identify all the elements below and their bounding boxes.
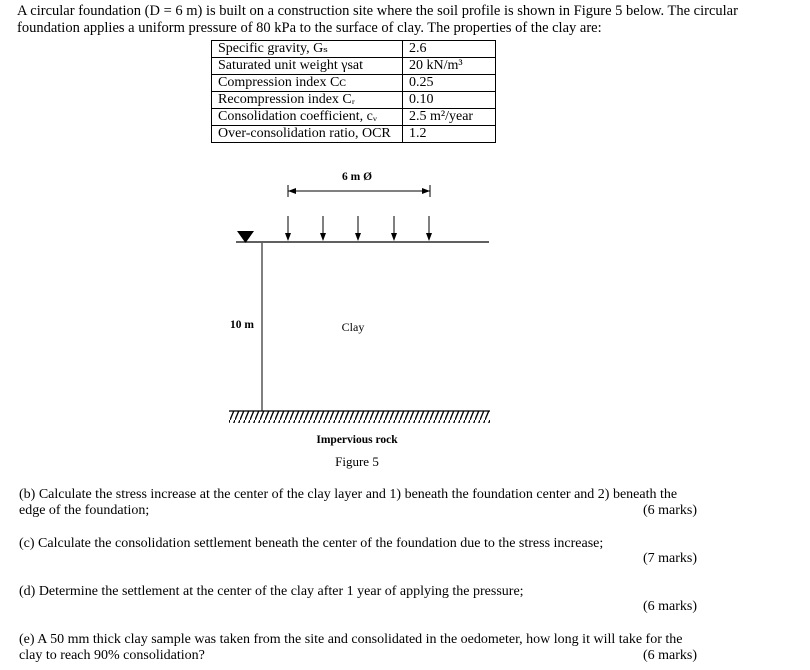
- question-d: (d) Determine the settlement at the center of the clay after 1 year of applying the pressure;: [19, 584, 524, 599]
- question-e-marks: (6 marks): [642, 648, 697, 663]
- figure-caption: Figure 5: [335, 454, 379, 469]
- property-name: Specific gravity, Gₛ: [212, 41, 403, 58]
- property-value: 2.5 m²/year: [403, 109, 496, 126]
- question-c: (c) Calculate the consolidation settlement beneath the center of the foundation due to the stress increase;: [19, 536, 604, 551]
- diameter-dimension: [288, 185, 430, 197]
- property-value: 20 kN/m³: [403, 58, 496, 75]
- base-label: Impervious rock: [316, 434, 398, 446]
- soil-label: Clay: [341, 320, 365, 334]
- property-value: 0.10: [403, 92, 496, 109]
- property-name: Over-consolidation ratio, OCR: [212, 126, 403, 143]
- property-name: Consolidation coefficient, cᵥ: [212, 109, 403, 126]
- water-table-icon: [237, 231, 254, 243]
- intro-paragraph: A circular foundation (D = 6 m) is built on a construction site where the soil profile is shown in Figure 5 below. The circular foundation applies a uniform pressure of 80 kPa to the surface of clay. The properties of the clay are:: [17, 3, 738, 36]
- question-c-marks: (7 marks): [642, 551, 697, 566]
- question-d-marks: (6 marks): [642, 599, 697, 614]
- property-value: 2.6: [403, 41, 496, 58]
- property-name: Compression index Cᴄ: [212, 75, 403, 92]
- property-value: 0.25: [403, 75, 496, 92]
- load-arrows: [285, 216, 432, 241]
- question-b-marks: (6 marks): [642, 503, 697, 518]
- impervious-rock-hatch: [229, 411, 490, 423]
- property-name: Recompression index Cᵣ: [212, 92, 403, 109]
- question-e: (e) A 50 mm thick clay sample was taken from the site and consolidated in the oedometer, how long it will take for the clay to reach 90% consolidation?: [19, 632, 683, 663]
- property-name: Saturated unit weight γsat: [212, 58, 403, 75]
- depth-label: 10 m: [230, 319, 254, 331]
- property-value: 1.2: [403, 126, 496, 143]
- question-b: (b) Calculate the stress increase at the center of the clay layer and 1) beneath the foundation center and 2) beneath the edge of the foundation;: [19, 487, 678, 518]
- diameter-label: 6 m Ø: [341, 171, 373, 183]
